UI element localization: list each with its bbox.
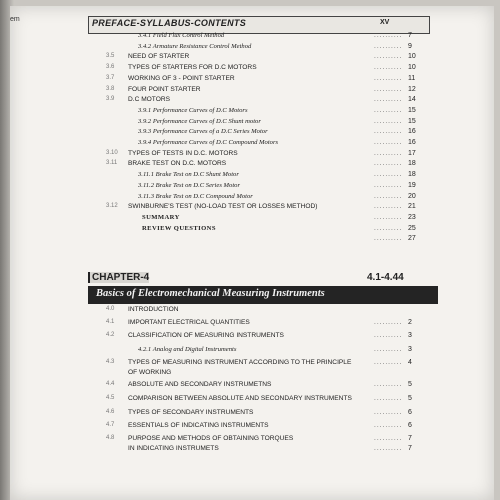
section-number: 3.6 <box>106 64 115 71</box>
page-number: 3 <box>408 332 412 339</box>
page-number: 27 <box>408 235 416 243</box>
page-number: 10 <box>408 53 416 61</box>
page-number: 18 <box>408 160 416 168</box>
section-title: BRAKE TEST ON D.C. MOTORS <box>128 160 227 168</box>
section-number: 3.8 <box>106 85 115 92</box>
contents-row <box>10 381 494 392</box>
leader-dots: .......... <box>374 96 403 104</box>
leader-dots: .......... <box>374 160 403 168</box>
leader-dots: .......... <box>374 319 403 326</box>
leader-dots: .......... <box>374 409 403 416</box>
corner-text: em <box>10 16 20 23</box>
section-number: 4.7 <box>106 422 115 428</box>
section-number: 4.4 <box>106 381 115 387</box>
section-title: IN INDICATING INSTRUMETS <box>128 445 219 452</box>
section-number: 3.5 <box>106 53 115 60</box>
section-number: 3.11 <box>106 160 118 167</box>
page-number: 19 <box>408 181 416 189</box>
page-number: 9 <box>408 42 412 50</box>
section-number: 3.12 <box>106 203 118 210</box>
leader-dots: .......... <box>374 171 403 179</box>
leader-dots: .......... <box>374 53 403 61</box>
section-title: TYPES OF STARTERS FOR D.C MOTORS <box>128 64 257 72</box>
section-number: 3.10 <box>106 149 118 156</box>
section-number: 4.3 <box>106 359 115 365</box>
page-number: 5 <box>408 395 412 402</box>
section-number: 4.0 <box>106 306 115 312</box>
section-title: FOUR POINT STARTER <box>128 85 201 93</box>
leader-dots: .......... <box>374 85 403 93</box>
leader-dots: .......... <box>374 224 403 232</box>
section-title: COMPARISON BETWEEN ABSOLUTE AND SECONDARY INSTRUMENTS <box>128 395 352 402</box>
leader-dots: .......... <box>374 422 403 429</box>
section-title: TYPES OF MEASURING INSTRUMENT ACCORDING TO THE PRINCIPLE <box>128 359 352 366</box>
page-number: 16 <box>408 128 416 136</box>
leader-dots: .......... <box>374 332 403 339</box>
leader-dots: .......... <box>374 445 403 452</box>
leader-dots: .......... <box>374 117 403 125</box>
page-number: 18 <box>408 171 416 179</box>
chapter-label: CHAPTER-4 <box>88 272 149 283</box>
page-number: 23 <box>408 213 416 221</box>
page-number: 6 <box>408 409 412 416</box>
section-title: OF WORKING <box>128 369 172 376</box>
leader-dots: .......... <box>374 32 403 39</box>
contents-row <box>10 422 494 433</box>
section-title: 3.11.3 Brake Test on D.C Compound Motor <box>138 192 253 200</box>
section-number: 4.2 <box>106 332 115 338</box>
contents-row <box>10 139 494 150</box>
contents-row <box>10 96 494 107</box>
leader-dots: .......... <box>374 381 403 388</box>
contents-row <box>10 171 494 182</box>
page-number: 5 <box>408 381 412 388</box>
contents-row <box>10 225 494 236</box>
page-number: 7 <box>408 32 412 39</box>
page-number: 16 <box>408 139 416 146</box>
contents-row <box>10 75 494 86</box>
section-title: D.C MOTORS <box>128 96 171 104</box>
leader-dots: .......... <box>374 435 403 442</box>
page-number: 7 <box>408 435 412 442</box>
leader-dots: .......... <box>374 235 403 243</box>
leader-dots: .......... <box>374 359 403 366</box>
contents-row <box>10 128 494 139</box>
chapter-title: Basics of Electromechanical Measuring Instruments <box>96 288 325 299</box>
section-title: IMPORTANT ELECTRICAL QUANTITIES <box>128 319 250 326</box>
section-title: INTRODUCTION <box>128 306 179 313</box>
page-number: 15 <box>408 106 416 114</box>
contents-row <box>10 214 494 225</box>
section-number: 4.6 <box>106 409 115 415</box>
contents-row <box>10 118 494 129</box>
leader-dots: .......... <box>374 192 403 200</box>
section-title: TYPES OF SECONDARY INSTRUMENTS <box>128 409 254 416</box>
section-number: 4.5 <box>106 395 115 401</box>
contents-row <box>10 32 494 43</box>
contents-row <box>10 107 494 118</box>
contents-row <box>10 64 494 75</box>
section-title: 4.2.1 Analog and Digital Instruments <box>138 346 237 353</box>
section-title: REVIEW QUESTIONS <box>142 224 216 232</box>
leader-dots: .......... <box>374 181 403 189</box>
section-title: 3.9.3 Performance Curves of a D.C Series Motor <box>138 128 268 136</box>
page-number: 6 <box>408 422 412 429</box>
contents-row <box>10 160 494 171</box>
contents-row <box>10 203 494 214</box>
contents-row <box>10 346 494 357</box>
leader-dots: .......... <box>374 64 403 72</box>
contents-row <box>10 369 494 380</box>
section-title: 3.9.2 Performance Curves of D.C Shunt motor <box>138 117 261 125</box>
section-title: CLASSIFICATION OF MEASURING INSTRUMENTS <box>128 332 284 339</box>
page-number: 11 <box>408 74 416 82</box>
leader-dots: .......... <box>374 203 403 211</box>
leader-dots: .......... <box>374 139 403 146</box>
contents-row <box>10 150 494 161</box>
page-number: 17 <box>408 149 416 157</box>
leader-dots: .......... <box>374 213 403 221</box>
page-number: 2 <box>408 319 412 326</box>
page-number: 21 <box>408 203 416 211</box>
section-title: ABSOLUTE AND SECONDARY INSTRUMETNS <box>128 381 272 388</box>
section-title: 3.9.1 Performance Curves of D.C Motors <box>138 106 248 114</box>
header-page-number: XV <box>380 19 390 26</box>
leader-dots: .......... <box>374 346 403 353</box>
contents-row <box>10 53 494 64</box>
section-title: PURPOSE AND METHODS OF OBTAINING TORQUES <box>128 435 294 442</box>
section-number: 3.7 <box>106 74 115 81</box>
page-number: 25 <box>408 224 416 232</box>
header-title: PREFACE-SYLLABUS-CONTENTS <box>92 18 247 28</box>
page-number: 3 <box>408 346 412 353</box>
contents-row <box>10 445 494 456</box>
section-title: 3.9.4 Performance Curves of D.C Compound Motors <box>138 139 279 146</box>
contents-row <box>10 235 494 246</box>
chapter-title-banner <box>88 286 438 304</box>
chapter-page-range: 4.1-4.44 <box>367 272 404 283</box>
contents-row <box>10 319 494 330</box>
section-title: WORKING OF 3 - POINT STARTER <box>128 74 235 82</box>
section-title: NEED OF STARTER <box>128 53 190 61</box>
page-number: 7 <box>408 445 412 452</box>
contents-row <box>10 306 494 317</box>
page-number: 4 <box>408 359 412 366</box>
leader-dots: .......... <box>374 42 403 50</box>
page-number: 20 <box>408 192 416 200</box>
page-number: 15 <box>408 117 416 125</box>
section-number: 4.1 <box>106 319 115 325</box>
contents-row <box>10 86 494 97</box>
contents-row <box>10 43 494 54</box>
leader-dots: .......... <box>374 128 403 136</box>
page-number: 12 <box>408 85 416 93</box>
page-number: 10 <box>408 64 416 72</box>
section-title: SUMMARY <box>142 213 180 221</box>
section-title: SWINBURNE'S TEST (NO-LOAD TEST OR LOSSES METHOD) <box>128 203 318 211</box>
section-number: 4.8 <box>106 435 115 441</box>
section-title: 3.11.2 Brake Test on D.C Series Motor <box>138 181 241 189</box>
leader-dots: .......... <box>374 149 403 157</box>
section-title: 3.11.1 Brake Test on D.C Shunt Motor <box>138 171 239 179</box>
contents-row <box>10 409 494 420</box>
contents-row <box>10 193 494 204</box>
contents-row <box>10 395 494 406</box>
contents-row <box>10 182 494 193</box>
section-title: 3.4.2 Armature Resistance Control Method <box>138 42 252 50</box>
leader-dots: .......... <box>374 395 403 402</box>
section-title: 3.4.1 Field Flux Control Method <box>138 32 225 39</box>
contents-row <box>10 332 494 343</box>
page-number: 14 <box>408 96 416 104</box>
section-number: 3.9 <box>106 96 115 103</box>
section-title: TYPES OF TESTS IN D.C. MOTORS <box>128 149 238 157</box>
leader-dots: .......... <box>374 74 403 82</box>
section-title: ESSENTIALS OF INDICATING INSTRUMENTS <box>128 422 269 429</box>
book-page <box>10 6 494 500</box>
leader-dots: .......... <box>374 106 403 114</box>
